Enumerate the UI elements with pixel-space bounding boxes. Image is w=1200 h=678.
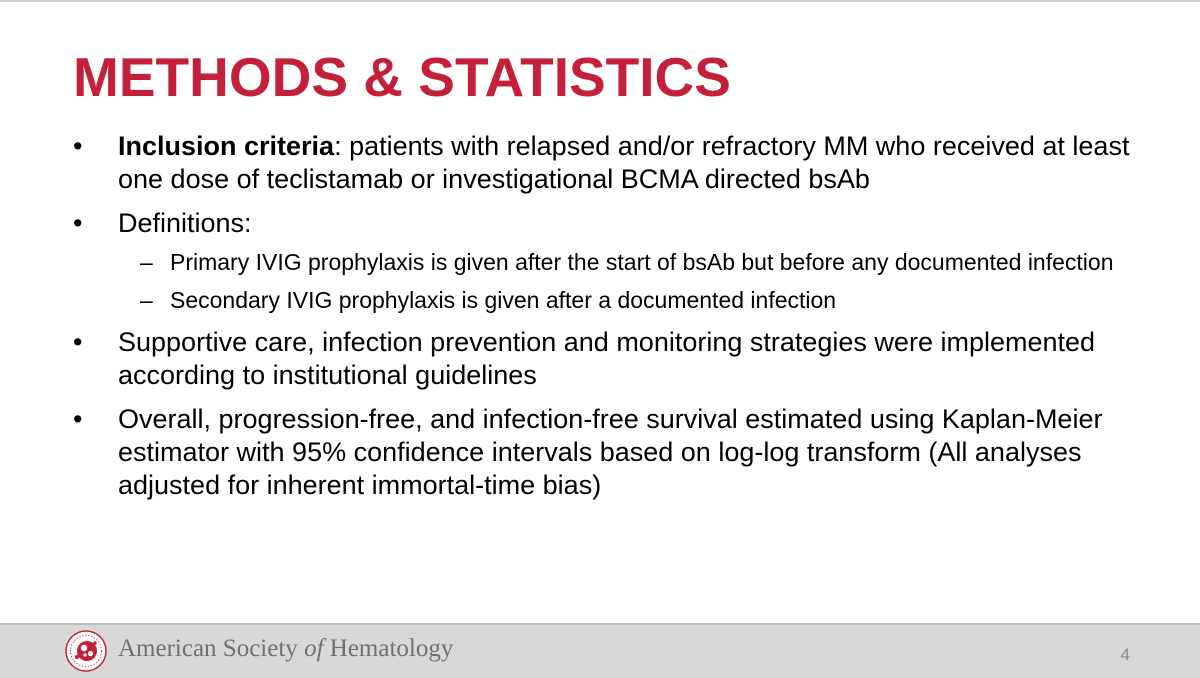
slide-footer	[0, 623, 1200, 678]
bullet-text: Supportive care, infection prevention and monitoring strategies were implemented according to institutional guidelines	[118, 327, 1096, 390]
ash-logo-icon	[64, 629, 108, 673]
bullet-marker: •	[73, 404, 83, 434]
bullet-marker: •	[73, 208, 83, 238]
sub-bullet-marker: –	[140, 249, 153, 275]
bullet-inclusion-criteria	[73, 130, 1173, 196]
sub-bullet-primary-ivig	[118, 247, 1173, 277]
bullet-bold-lead: Inclusion criteria	[118, 131, 335, 161]
bullet-marker: •	[73, 131, 83, 161]
sub-bullet-marker: –	[140, 287, 153, 313]
sub-bullet-text: Secondary IVIG prophylaxis is given after a documented infection	[170, 287, 837, 313]
bullet-survival-analysis	[73, 403, 1173, 502]
bullet-text: : patients with relapsed and/or refractory MM who received at least one dose of teclistamab or investigational BCMA directed bsAb	[118, 131, 1130, 194]
society-name: American Society of Hematology	[118, 635, 454, 662]
footer-divider	[0, 623, 1200, 625]
slide-title: METHODS & STATISTICS	[73, 46, 731, 108]
bullet-text: Definitions:	[118, 208, 252, 238]
bullet-text: Overall, progression-free, and infection-free survival estimated using Kaplan-Meier estimator with 95% confidence intervals based on log-log transform (All analyses adjusted for inherent immortal-time bias)	[118, 404, 1103, 500]
bullet-marker: •	[73, 327, 83, 357]
top-divider	[0, 0, 1200, 2]
page-number: 4	[1120, 645, 1130, 664]
sub-bullet-secondary-ivig	[118, 285, 1173, 315]
bullet-list	[73, 130, 1173, 513]
sub-bullet-text: Primary IVIG prophylaxis is given after the start of bsAb but before any documented infection	[170, 249, 1114, 275]
definitions-sublist	[118, 247, 1173, 315]
bullet-supportive-care	[73, 326, 1173, 392]
bullet-definitions	[73, 207, 1173, 315]
